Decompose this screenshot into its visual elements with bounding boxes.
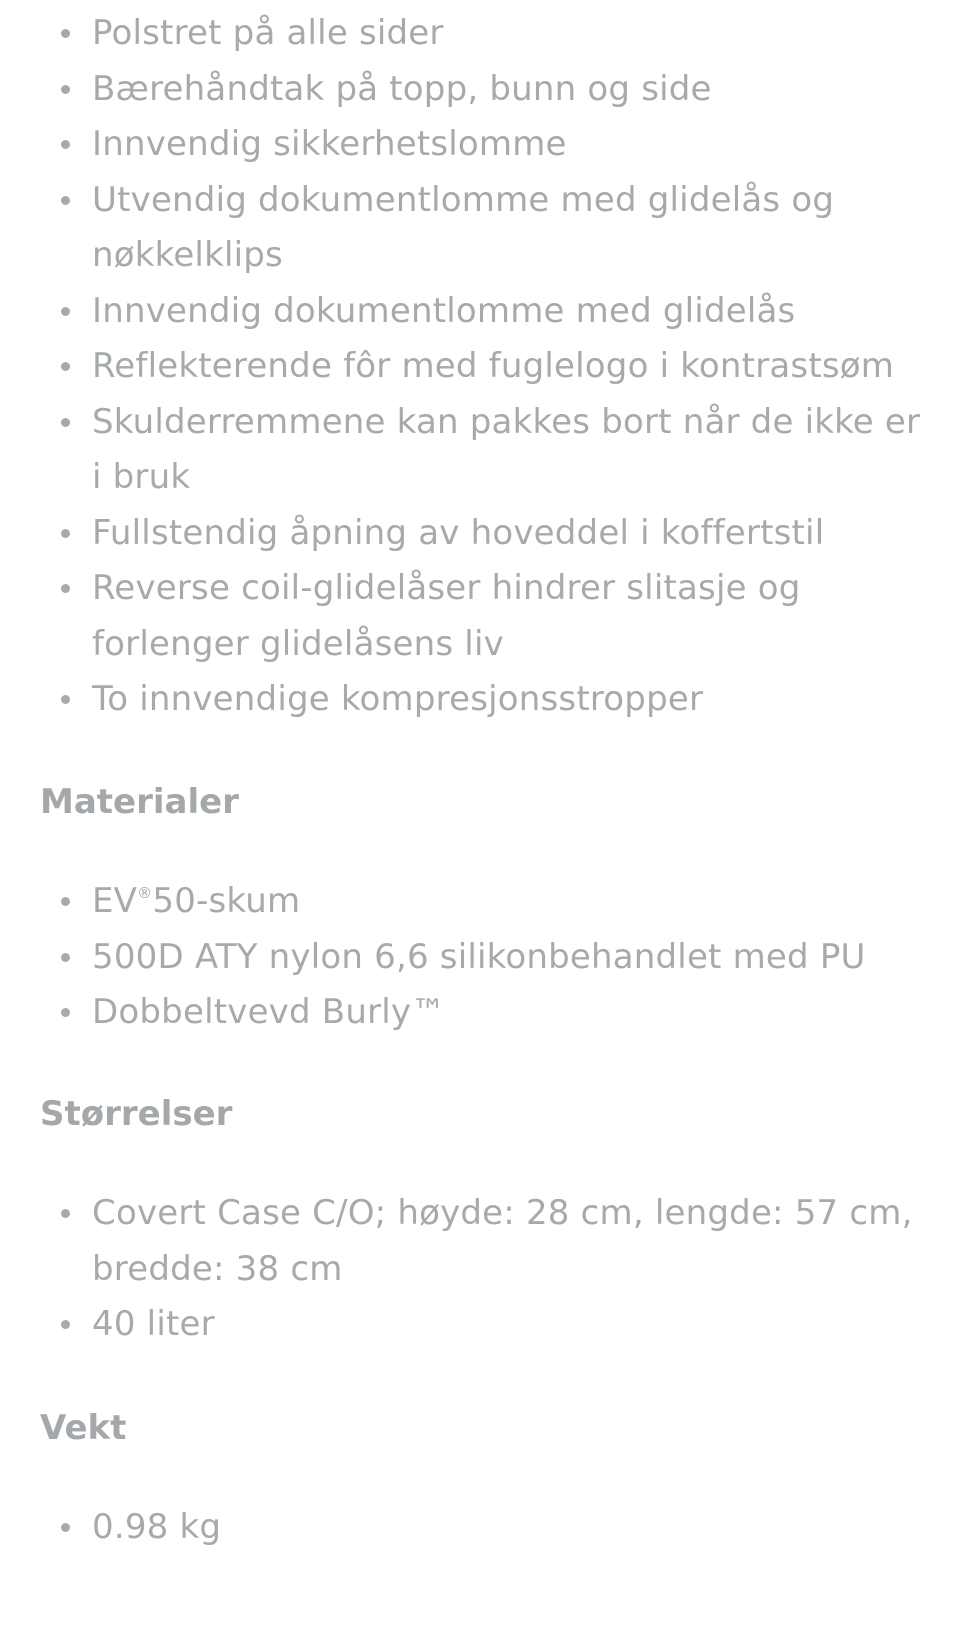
- bullet-icon: [61, 584, 70, 593]
- list-item: [0, 117, 960, 173]
- list-item-text: Reflekterende fôr med fuglelogo i kontrastsøm: [92, 346, 895, 386]
- bullet-icon: [61, 897, 70, 906]
- list-item-text: 40 liter: [92, 1304, 215, 1344]
- bullet-icon: [61, 140, 70, 149]
- list-item-text: 500D ATY nylon 6,6 silikonbehandlet med PU: [92, 936, 866, 977]
- weight-heading: Vekt: [40, 1408, 127, 1448]
- list-item-text: Covert Case C/O; høyde: 28 cm, lengde: 57 cm, bredde: 38 cm: [92, 1193, 913, 1289]
- list-item: [0, 1186, 960, 1297]
- bullet-icon: [61, 307, 70, 316]
- bullet-icon: [61, 362, 70, 371]
- list-item: [0, 985, 960, 1041]
- bullet-icon: [61, 1523, 70, 1532]
- list-item: [0, 561, 960, 672]
- list-item-text: Bærehåndtak på topp, bunn og side: [92, 68, 712, 109]
- list-item: [0, 506, 960, 562]
- bullet-icon: [61, 29, 70, 38]
- bullet-icon: [61, 418, 70, 427]
- list-item-text: Fullstendig åpning av hoveddel i koffertstil: [92, 512, 825, 553]
- sizes-heading: Størrelser: [40, 1094, 233, 1134]
- material-suffix: 50-skum: [152, 881, 301, 921]
- list-item: [0, 930, 960, 986]
- list-item: [0, 339, 960, 395]
- bullet-icon: [61, 1008, 70, 1017]
- list-item-text: Utvendig dokumentlomme med glidelås og nøkkelklips: [92, 179, 835, 275]
- list-item: [0, 395, 960, 506]
- list-item: [0, 284, 960, 340]
- list-item-text: Skulderremmene kan pakkes bort når de ikke er i bruk: [92, 401, 921, 497]
- list-item: [0, 874, 960, 930]
- materials-heading: Materialer: [40, 782, 239, 822]
- sizes-list: [0, 1186, 960, 1353]
- registered-mark: ®: [137, 884, 153, 902]
- list-item-text: To innvendige kompresjonsstropper: [92, 679, 704, 719]
- weight-list: [0, 1500, 960, 1556]
- list-item-text: Reverse coil-glidelåser hindrer slitasje og forlenger glidelåsens liv: [92, 568, 801, 664]
- list-item-text: Innvendig dokumentlomme med glidelås: [92, 290, 796, 331]
- list-item: [0, 62, 960, 118]
- list-item: [0, 1500, 960, 1556]
- list-item-text: Polstret på alle sider: [92, 13, 444, 53]
- bullet-icon: [61, 695, 70, 704]
- list-item-text: Dobbeltvevd Burly™: [92, 992, 446, 1032]
- bullet-icon: [61, 85, 70, 94]
- bullet-icon: [61, 1320, 70, 1329]
- list-item: [0, 6, 960, 62]
- list-item: [0, 1297, 960, 1353]
- bullet-icon: [61, 953, 70, 962]
- features-list: [0, 6, 960, 728]
- material-prefix: EV: [92, 881, 138, 921]
- list-item: [0, 672, 960, 728]
- bullet-icon: [61, 196, 70, 205]
- bullet-icon: [61, 529, 70, 538]
- list-item-text: 0.98 kg: [92, 1507, 222, 1547]
- list-item: [0, 173, 960, 284]
- bullet-icon: [61, 1209, 70, 1218]
- list-item-text: Innvendig sikkerhetslomme: [92, 124, 567, 164]
- materials-list: [0, 874, 960, 1041]
